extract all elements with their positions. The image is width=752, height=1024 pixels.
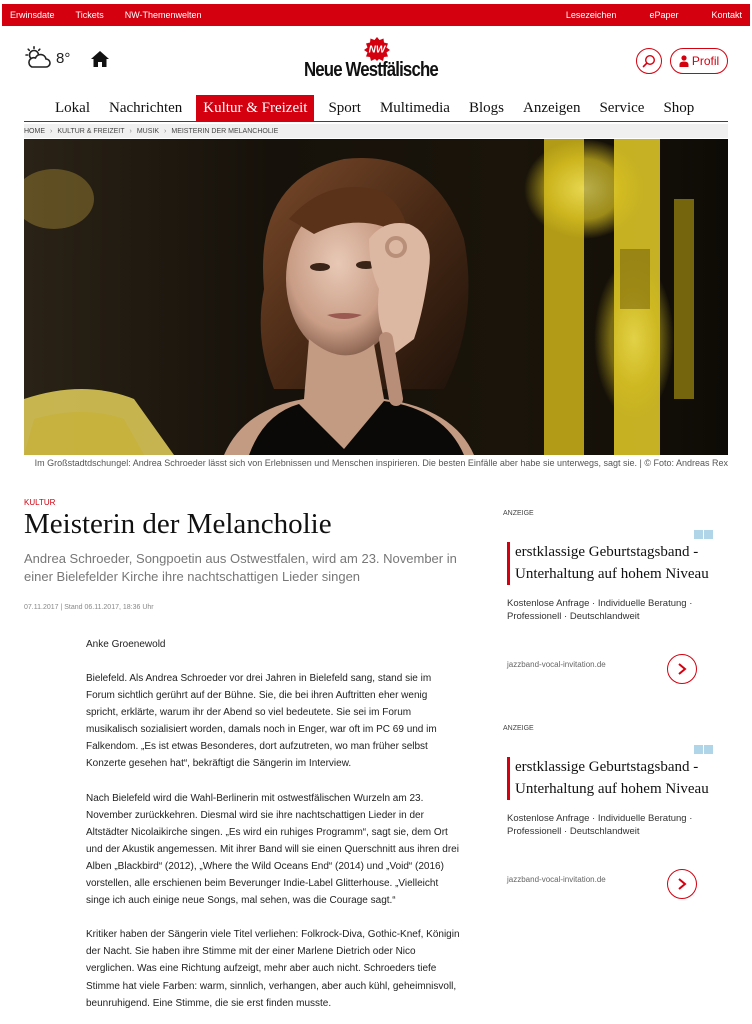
nav-item-blogs[interactable]: Blogs xyxy=(468,99,504,116)
article-rubric[interactable]: KULTUR xyxy=(24,498,56,507)
photo-illustration xyxy=(24,139,728,455)
breadcrumb-home[interactable]: HOME xyxy=(24,127,45,135)
article-paragraph: Nach Bielefeld wird die Wahl-Berlinerin mit ostwestfälischen Wurzeln am 23. November zurückkehren. Diesmal wird sie ihre nachtschattigen Lieder in der Altstädter Nicolaikirche singen. „Es wird ein ruhiges Programm“, sagt sie, dem Ort und der Akustik angemessen. Mit ihrer Band will sie einen Querschnitt aus ihren drei Alben „Blackbird“ (2012), „Where the Wild Oceans End“ (2014) und „Void“ (2016) vorstellen, alle erschienen beim Beverunger Indie-Label Glitterhouse. „Vielleicht singe ich auch einige neue Songs, mal sehen, was die Courage sagt.“ xyxy=(86,792,459,907)
ad-title[interactable]: erstklassige Geburtstagsband - Unterhaltung auf hohem Niveau xyxy=(507,757,713,800)
breadcrumb-separator-icon: › xyxy=(50,127,53,135)
breadcrumb xyxy=(24,124,728,138)
ad-description: Kostenlose Anfrage · Individuelle Beratung · Professionell · Deutschlandweit xyxy=(507,598,693,622)
top-links-right xyxy=(533,10,750,20)
article-paragraph: Kritiker haben der Sängerin viele Titel verliehen: Folkrock-Diva, Gothic-Knef, Königin der Nacht. Sie haben ihre Stimme mit der einer Marlene Dietrich oder Nico verglichen. Was eine Richtung aufzeigt, mehr aber auch nicht. Schroeders tiefe Stimme hat viele Farben: warm, sinnlich, verhangen, aber auch kühl, geheimnisvoll, beunruhigend. Eine Stimme, die sie erst finden musste. xyxy=(86,929,460,1009)
top-link-kontakt[interactable]: Kontakt xyxy=(711,10,742,20)
nav-item-sport[interactable]: Sport xyxy=(328,99,361,116)
article-subheadline: Andrea Schroeder, Songpoetin aus Ostwestfalen, wird am 23. November in einer Bielefelder Kirche ihre nachtschattigen Lieder singen xyxy=(24,551,457,584)
user-icon xyxy=(679,55,689,67)
breadcrumb-current: MEISTERIN DER MELANCHOLIE xyxy=(171,127,279,135)
nav-item-kultur-freizeit[interactable]: Kultur & Freizeit xyxy=(196,95,314,121)
top-utility-bar xyxy=(2,4,750,26)
nav-item-shop[interactable]: Shop xyxy=(663,99,695,116)
ad-url[interactable]: jazzband-vocal-invitation.de xyxy=(507,660,606,669)
nav-item-nachrichten[interactable]: Nachrichten xyxy=(109,99,183,116)
ad-title[interactable]: erstklassige Geburtstagsband - Unterhaltung auf hohem Niveau xyxy=(507,542,713,585)
ad-label: ANZEIGE xyxy=(503,725,534,732)
image-caption: Im Großstadtdschungel: Andrea Schroeder lässt sich von Erlebnissen und Menschen inspirieren. Die besten Einfälle aber habe sie unterwegs, sagt sie. | © Foto: Andreas Rex xyxy=(34,458,728,468)
article-paragraph: Bielefeld. Als Andrea Schroeder vor drei Jahren in Bielefeld sang, stand sie im Forum sichtlich gerührt auf der Bühne. Sie, die bei ihren Auftritten eher wenig spricht, erklärte, warum ihr der Abend so viel bedeutete. Sie sei im Forum musikalisch sozialisiert worden, damals noch in Enger, war oft im PC 69 und im Falkendom. „Es ist etwas Besonderes, dort aufzutreten, wo man früher selbst Konzerte gesehen hat“, bekräftigt die Sängerin im Interview. xyxy=(86,673,437,770)
sidebar-ad-1[interactable] xyxy=(503,510,713,690)
ad-content[interactable] xyxy=(507,757,713,838)
search-button[interactable] xyxy=(636,48,662,74)
ad-arrow-button[interactable] xyxy=(667,869,697,899)
article-author: Anke Groenewold xyxy=(86,639,166,650)
article-headline: Meisterin der Melancholie xyxy=(24,508,332,540)
nav-item-multimedia[interactable]: Multimedia xyxy=(379,99,450,116)
top-link-lesezeichen[interactable]: Lesezeichen xyxy=(565,10,617,20)
chevron-right-icon xyxy=(677,878,687,890)
search-icon xyxy=(642,54,656,68)
weather-widget[interactable] xyxy=(24,46,70,70)
article-date: 07.11.2017 | Stand 06.11.2017, 18:36 Uhr xyxy=(24,604,154,611)
nw-logo-badge-icon xyxy=(364,37,390,61)
sidebar-ad-2[interactable] xyxy=(503,725,713,905)
main-navigation xyxy=(50,95,708,121)
chevron-right-icon xyxy=(677,663,687,675)
adchoices-icon[interactable] xyxy=(693,530,713,539)
profile-label: Profil xyxy=(691,54,720,68)
breadcrumb-separator-icon: › xyxy=(164,127,167,135)
adchoices-icon[interactable] xyxy=(693,745,713,754)
ad-content[interactable] xyxy=(507,542,713,623)
ad-label: ANZEIGE xyxy=(503,510,534,517)
top-link-themenwelten[interactable]: NW-Themenwelten xyxy=(124,10,202,20)
nav-item-anzeigen[interactable]: Anzeigen xyxy=(522,99,581,116)
top-link-tickets[interactable]: Tickets xyxy=(75,10,104,20)
logo-text: Neue Westfälische xyxy=(304,59,438,81)
breadcrumb-kultur-freizeit[interactable]: KULTUR & FREIZEIT xyxy=(57,127,125,135)
top-link-epaper[interactable]: ePaper xyxy=(649,10,679,20)
top-links-left xyxy=(2,10,223,20)
logo-badge-text: NW xyxy=(368,44,386,56)
nav-divider xyxy=(24,121,728,122)
top-link-erwinsdate[interactable]: Erwinsdate xyxy=(10,10,55,20)
ad-url[interactable]: jazzband-vocal-invitation.de xyxy=(507,875,606,884)
temperature-value: 8° xyxy=(56,49,71,67)
partly-cloudy-sun-icon xyxy=(24,46,52,70)
ad-arrow-button[interactable] xyxy=(667,654,697,684)
breadcrumb-separator-icon: › xyxy=(129,127,132,135)
article-hero-image[interactable] xyxy=(24,139,728,455)
nav-item-lokal[interactable]: Lokal xyxy=(55,99,90,116)
article-body xyxy=(86,670,460,1024)
home-icon[interactable] xyxy=(90,50,110,68)
ad-description: Kostenlose Anfrage · Individuelle Beratung · Professionell · Deutschlandweit xyxy=(507,813,693,837)
site-logo[interactable] xyxy=(304,37,450,85)
nav-item-service[interactable]: Service xyxy=(599,99,645,116)
profile-button[interactable] xyxy=(670,48,728,74)
breadcrumb-musik[interactable]: MUSIK xyxy=(136,127,160,135)
